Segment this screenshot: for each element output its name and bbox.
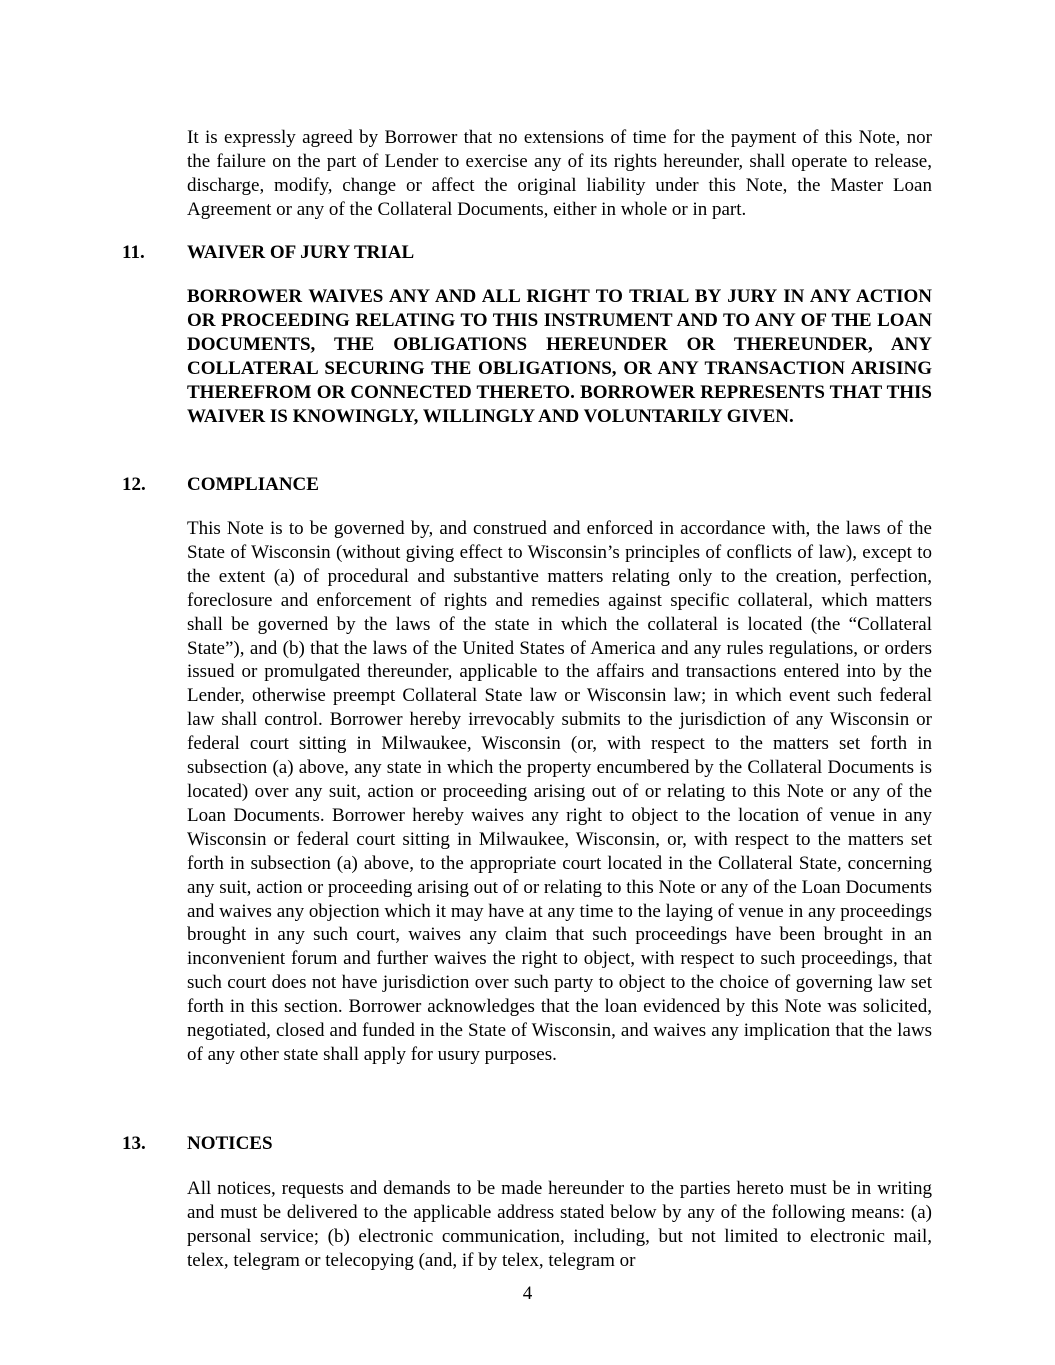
intro-paragraph: It is expressly agreed by Borrower that no extensions of time for the payment of this Note, nor the failure on the part of Lender to exercise any of its rights hereunder, shall operate to release, discharge, modify, change or affect the original liability under this Note, the Master Loan Agreement or any of the Collateral Documents, either in whole or in part. xyxy=(187,127,932,220)
section-11-title: WAIVER OF JURY TRIAL xyxy=(187,242,415,263)
section-12-body: This Note is to be governed by, and construed and enforced in accordance with, the laws of the State of Wisconsin (without giving effect to Wisconsin’s principles of conflicts of law), except to the extent (a) of procedural and substantive matters relating only to the creation, perfection, foreclosure and enforcement of rights and remedies against specific collateral, which matters shall be governed by the laws of the state in which the collateral is located (the “Collateral State”), and (b) that the laws of the United States of America and any rules regulations, or orders issued or promulgated thereunder, applicable to the affairs and transactions entered into by the Lender, otherwise preempt Collateral State law or Wisconsin law; in which event such federal law shall control. Borrower hereby irrevocably submits to the jurisdiction of any Wisconsin or federal court sitting in Milwaukee, Wisconsin (or, with respect to the matters set forth in subsection (a) above, any state in which the property encumbered by the Collateral Documents is located) over any suit, action or proceeding arising out of or relating to this Note or any of the Loan Documents. Borrower hereby waives any right to object to the location of venue in any Wisconsin or federal court sitting in Milwaukee, Wisconsin, or, with respect to the matters set forth in subsection (a) above, to the appropriate court located in the Collateral State, concerning any suit, action or proceeding arising out of or relating to this Note or any of the Loan Documents and waives any objection which it may have at any time to the laying of venue in any proceedings brought in any such court, waives any claim that such proceedings have been brought in an inconvenient forum and further waives the right to object, with respect to such proceedings, that such court does not have jurisdiction over such party to object to the choice of governing law set forth in this section. Borrower acknowledges that the loan evidenced by this Note was solicited, negotiated, closed and funded in the State of Wisconsin, and waives any implication that the laws of any other state shall apply for usury purposes. xyxy=(187,518,932,1065)
section-12-title: COMPLIANCE xyxy=(187,474,319,495)
section-13-title: NOTICES xyxy=(187,1133,273,1154)
section-13-number: 13. xyxy=(122,1133,146,1154)
page-number: 4 xyxy=(522,1283,533,1304)
section-12-heading xyxy=(122,473,319,497)
section-11-number: 11. xyxy=(122,242,145,263)
section-12-number: 12. xyxy=(122,474,146,495)
section-13-heading xyxy=(122,1132,273,1156)
section-13-body: All notices, requests and demands to be made hereunder to the parties hereto must be in writing and must be delivered to the applicable address stated below by any of the following means: (a) personal service; (b) electronic communication, including, but not limited to electronic mail, telex, telegram or telecopying (and, if by telex, telegram or xyxy=(187,1178,932,1271)
section-11-heading xyxy=(122,241,414,265)
section-11-body: BORROWER WAIVES ANY AND ALL RIGHT TO TRIAL BY JURY IN ANY ACTION OR PROCEEDING RELATING TO THIS INSTRUMENT AND TO ANY OF THE LOAN DOCUMENTS, THE OBLIGATIONS HEREUNDER OR THEREUNDER, ANY COLLATERAL SECURING THE OBLIGATIONS, OR ANY TRANSACTION ARISING THEREFROM OR CONNECTED THERETO. BORROWER REPRESENTS THAT THIS WAIVER IS KNOWINGLY, WILLINGLY AND VOLUNTARILY GIVEN. xyxy=(187,286,932,427)
